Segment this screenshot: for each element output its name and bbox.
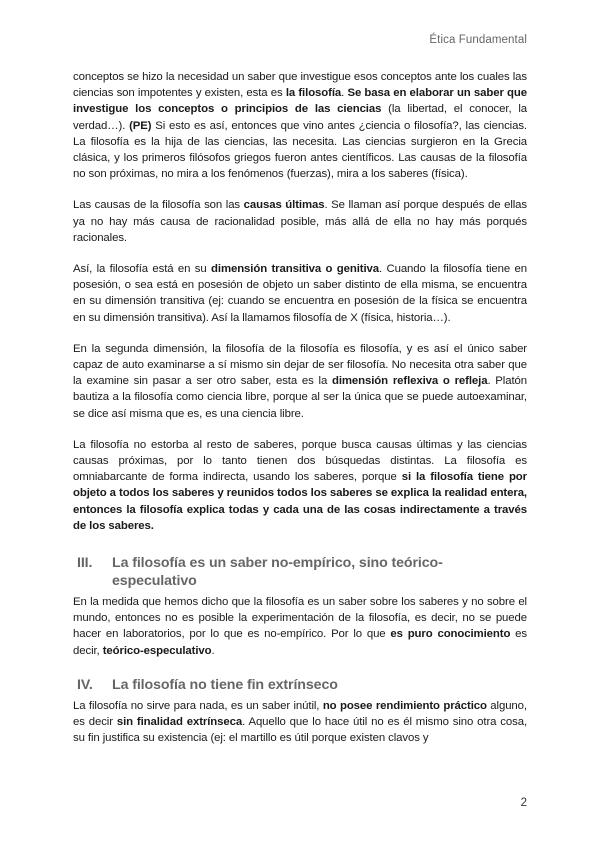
paragraph-4-bold-term: dimensión reflexiva o refleja xyxy=(331,375,488,388)
section-heading-iii xyxy=(73,554,527,590)
section-iii-text: En la medida que hemos dicho que la filosofía es un saber sobre los saberes y no sobre el mundo, entonces no es posible la experimentación de la filosofía, es decir, no se puede hacer en laboratorios, por lo que es no-empírico. Por lo que xyxy=(73,596,527,641)
section-iv-text: La filosofía no sirve para nada, es un saber inútil, xyxy=(73,699,323,712)
running-header: Ética Fundamental xyxy=(429,34,527,46)
paragraph-1-text: . xyxy=(341,87,348,100)
section-iv-bold-term: sin finalidad extrínseca xyxy=(116,716,243,729)
section-title: La filosofía no tiene fin extrínseco xyxy=(112,676,338,693)
paragraph-3 xyxy=(73,261,527,326)
paragraph-4-text: . Platón bautiza a la filosofía como ciencia libre, porque al ser la única que se puede autoexaminar, se dice así misma que es, es una ciencia libre. xyxy=(73,375,527,420)
section-iv-text: alguno, es decir xyxy=(73,699,527,729)
paragraph-2-bold-term: causas últimas xyxy=(243,199,325,212)
paragraph-3-bold-term: dimensión transitiva o genitiva xyxy=(211,263,379,276)
paragraph-2-text: . Se llaman así porque después de ellas ya no hay más causa de racionalidad posible, más allá de ella no hay más porqués racionales. xyxy=(73,199,528,244)
paragraph-2-text: Las causas de la filosofía son las xyxy=(73,199,244,212)
page-body xyxy=(73,69,527,762)
paragraph-5 xyxy=(73,437,527,534)
section-number: III. xyxy=(77,555,93,572)
paragraph-3-text: Así, la filosofía está en su xyxy=(73,263,212,276)
page-number: 2 xyxy=(520,797,527,809)
paragraph-1-text: Si esto es así, entonces que vino antes ¿ciencia o filosofía?, las ciencias. La filosofía es la hija de las ciencias, las necesita. Las ciencias surgieron en la Grecia clásica, y los primeros filósofos griegos fueron antes científicos. Las causas de la filosofía no son próximas, no mira a los fenómenos (fuerzas), mira a los saberes (física). xyxy=(73,119,527,181)
section-iii-text: . xyxy=(211,644,215,657)
paragraph-1-bold-marker: (PE) xyxy=(129,119,152,132)
paragraph-5-text: La filosofía no estorba al resto de saberes, porque busca causas últimas y las ciencias causas próximas, por lo tanto tienen dos búsquedas distintas. La filosofía es omniabarcante de forma indirecta, usando los saberes, porque xyxy=(73,438,527,484)
section-title: La filosofía es un saber no-empírico, sino teórico-especulativo xyxy=(112,555,443,590)
section-iv-paragraph xyxy=(73,698,527,747)
paragraph-1-bold-statement: Se basa en elaborar un saber que investigue los conceptos o principios de las ciencias xyxy=(73,87,527,116)
section-number: IV. xyxy=(77,676,93,693)
paragraph-5-bold-statement: si la filosofía tiene por objeto a todos los saberes y reunidos todos los saberes se explica la realidad entera, entonces la filosofía explica todas y cada una de las cosas indirectamente a través de los saberes. xyxy=(73,471,527,532)
section-heading-iv xyxy=(73,676,527,694)
paragraph-1-bold-term: la filosofía xyxy=(285,87,342,100)
section-iv-bold-term: no posee rendimiento práctico xyxy=(322,699,487,712)
section-iv-text: . Aquello que lo hace útil no es él mismo sino otra cosa, su fin justifica su existencia (ej: el martillo es útil porque existen clavos y xyxy=(73,716,528,745)
paragraph-3-text: . Cuando la filosofía tiene en posesión, o sea está en posesión de objeto un saber distinto de ella misma, se encuentra en su dimensión transitiva (ej: cuando se encuentra en posesión de la física se encuentra en su dimensión transitiva). Así la llamamos filosofía de X (física, historia…). xyxy=(73,263,527,324)
section-iii-paragraph xyxy=(73,594,527,659)
paragraph-4 xyxy=(73,341,527,422)
paragraph-2 xyxy=(73,197,527,246)
paragraph-1-text: (la libertad, el conocer, la verdad…). xyxy=(73,103,527,132)
section-iii-bold-term: es puro conocimiento xyxy=(390,628,511,641)
section-iii-bold-term: teórico-especulativo xyxy=(102,644,212,657)
paragraph-1 xyxy=(73,69,527,182)
paragraph-4-text: En la segunda dimensión, la filosofía de la filosofía es filosofía, y es así el único saber capaz de auto examinarse a sí mismo sin dejar de ser filosofía. No necesita otra saber que la examine sin pasar a ser otro saber, esta es la xyxy=(73,342,527,388)
paragraph-1-text: conceptos se hizo la necesidad un saber que investigue esos conceptos ante los cuales las ciencias son impotentes y existen, esta es xyxy=(73,71,527,100)
section-iii-text: es decir, xyxy=(73,628,527,657)
